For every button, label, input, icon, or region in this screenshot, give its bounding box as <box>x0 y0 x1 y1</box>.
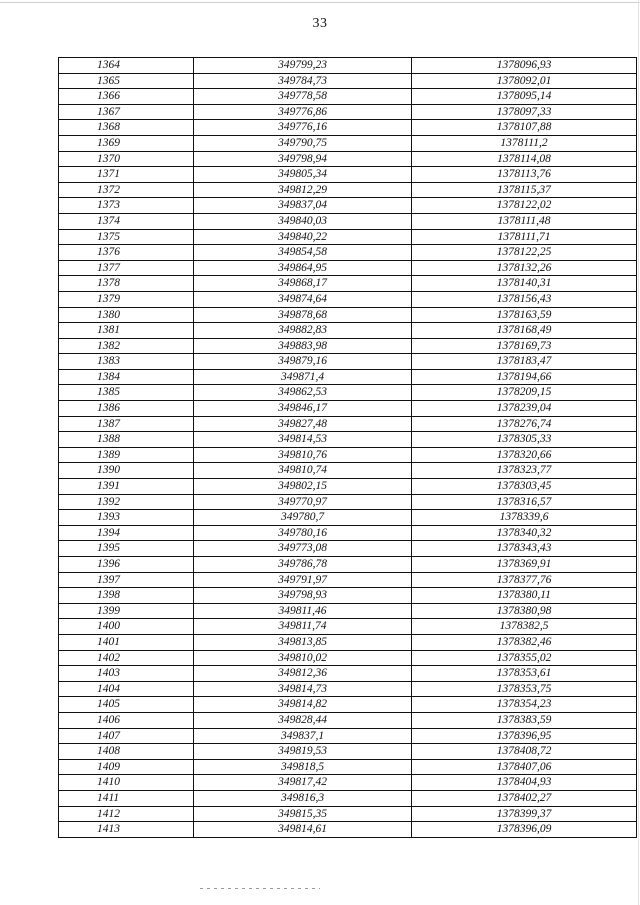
table-row <box>59 557 637 573</box>
table-row <box>59 681 637 697</box>
x-coordinate-cell: 349815,35 <box>194 806 412 822</box>
table-row <box>59 806 637 822</box>
point-number-cell: 1393 <box>59 510 194 526</box>
table-row <box>59 463 637 479</box>
y-coordinate-cell: 1378380,11 <box>412 588 637 604</box>
x-coordinate-cell: 349879,16 <box>194 354 412 370</box>
point-number-cell: 1387 <box>59 416 194 432</box>
table-row <box>59 89 637 105</box>
table-row <box>59 73 637 89</box>
y-coordinate-cell: 1378382,46 <box>412 634 637 650</box>
table-row <box>59 58 637 74</box>
table-row <box>59 229 637 245</box>
y-coordinate-cell: 1378096,93 <box>412 58 637 74</box>
point-number-cell: 1396 <box>59 557 194 573</box>
x-coordinate-cell: 349798,94 <box>194 151 412 167</box>
table-row <box>59 120 637 136</box>
x-coordinate-cell: 349786,78 <box>194 557 412 573</box>
y-coordinate-cell: 1378320,66 <box>412 447 637 463</box>
x-coordinate-cell: 349813,85 <box>194 634 412 650</box>
table-row <box>59 494 637 510</box>
x-coordinate-cell: 349812,36 <box>194 666 412 682</box>
table-row <box>59 369 637 385</box>
point-number-cell: 1389 <box>59 447 194 463</box>
point-number-cell: 1374 <box>59 213 194 229</box>
x-coordinate-cell: 349854,58 <box>194 245 412 261</box>
y-coordinate-cell: 1378132,26 <box>412 260 637 276</box>
table-row <box>59 213 637 229</box>
point-number-cell: 1392 <box>59 494 194 510</box>
point-number-cell: 1394 <box>59 525 194 541</box>
x-coordinate-cell: 349874,64 <box>194 291 412 307</box>
table-row <box>59 790 637 806</box>
y-coordinate-cell: 1378402,27 <box>412 790 637 806</box>
point-number-cell: 1410 <box>59 775 194 791</box>
table-row <box>59 245 637 261</box>
x-coordinate-cell: 349814,73 <box>194 681 412 697</box>
point-number-cell: 1384 <box>59 369 194 385</box>
x-coordinate-cell: 349878,68 <box>194 307 412 323</box>
x-coordinate-cell: 349811,74 <box>194 619 412 635</box>
table-row <box>59 759 637 775</box>
table-row <box>59 744 637 760</box>
y-coordinate-cell: 1378305,33 <box>412 432 637 448</box>
y-coordinate-cell: 1378354,23 <box>412 697 637 713</box>
table-row <box>59 775 637 791</box>
x-coordinate-cell: 349837,1 <box>194 728 412 744</box>
table-row <box>59 541 637 557</box>
y-coordinate-cell: 1378355,02 <box>412 650 637 666</box>
table-row <box>59 260 637 276</box>
y-coordinate-cell: 1378343,43 <box>412 541 637 557</box>
table-row <box>59 401 637 417</box>
x-coordinate-cell: 349817,42 <box>194 775 412 791</box>
point-number-cell: 1380 <box>59 307 194 323</box>
x-coordinate-cell: 349784,73 <box>194 73 412 89</box>
table-row <box>59 385 637 401</box>
table-row <box>59 650 637 666</box>
table-row <box>59 634 637 650</box>
point-number-cell: 1373 <box>59 198 194 214</box>
x-coordinate-cell: 349810,76 <box>194 447 412 463</box>
y-coordinate-cell: 1378114,08 <box>412 151 637 167</box>
table-row <box>59 447 637 463</box>
y-coordinate-cell: 1378396,09 <box>412 822 637 838</box>
x-coordinate-cell: 349812,29 <box>194 182 412 198</box>
y-coordinate-cell: 1378340,32 <box>412 525 637 541</box>
x-coordinate-cell: 349819,53 <box>194 744 412 760</box>
table-row <box>59 525 637 541</box>
table-row <box>59 588 637 604</box>
y-coordinate-cell: 1378169,73 <box>412 338 637 354</box>
x-coordinate-cell: 349773,08 <box>194 541 412 557</box>
y-coordinate-cell: 1378163,59 <box>412 307 637 323</box>
y-coordinate-cell: 1378122,02 <box>412 198 637 214</box>
y-coordinate-cell: 1378239,04 <box>412 401 637 417</box>
point-number-cell: 1391 <box>59 479 194 495</box>
table-row <box>59 432 637 448</box>
table-row <box>59 307 637 323</box>
page-right-edge <box>638 0 639 905</box>
y-coordinate-cell: 1378353,61 <box>412 666 637 682</box>
point-number-cell: 1366 <box>59 89 194 105</box>
x-coordinate-cell: 349883,98 <box>194 338 412 354</box>
table-row <box>59 182 637 198</box>
table-row <box>59 276 637 292</box>
x-coordinate-cell: 349791,97 <box>194 572 412 588</box>
x-coordinate-cell: 349805,34 <box>194 167 412 183</box>
y-coordinate-cell: 1378183,47 <box>412 354 637 370</box>
table-row <box>59 572 637 588</box>
point-number-cell: 1364 <box>59 58 194 74</box>
table-row <box>59 666 637 682</box>
x-coordinate-cell: 349827,48 <box>194 416 412 432</box>
y-coordinate-cell: 1378404,93 <box>412 775 637 791</box>
x-coordinate-cell: 349862,53 <box>194 385 412 401</box>
y-coordinate-cell: 1378122,25 <box>412 245 637 261</box>
y-coordinate-cell: 1378377,76 <box>412 572 637 588</box>
point-number-cell: 1403 <box>59 666 194 682</box>
x-coordinate-cell: 349802,15 <box>194 479 412 495</box>
x-coordinate-cell: 349882,83 <box>194 323 412 339</box>
point-number-cell: 1381 <box>59 323 194 339</box>
y-coordinate-cell: 1378113,76 <box>412 167 637 183</box>
table-row <box>59 167 637 183</box>
point-number-cell: 1388 <box>59 432 194 448</box>
point-number-cell: 1399 <box>59 603 194 619</box>
y-coordinate-cell: 1378369,91 <box>412 557 637 573</box>
x-coordinate-cell: 349811,46 <box>194 603 412 619</box>
y-coordinate-cell: 1378111,2 <box>412 135 637 151</box>
point-number-cell: 1409 <box>59 759 194 775</box>
y-coordinate-cell: 1378097,33 <box>412 104 637 120</box>
x-coordinate-cell: 349846,17 <box>194 401 412 417</box>
point-number-cell: 1413 <box>59 822 194 838</box>
table-row <box>59 416 637 432</box>
point-number-cell: 1368 <box>59 120 194 136</box>
point-number-cell: 1371 <box>59 167 194 183</box>
point-number-cell: 1405 <box>59 697 194 713</box>
x-coordinate-cell: 349868,17 <box>194 276 412 292</box>
point-number-cell: 1367 <box>59 104 194 120</box>
y-coordinate-cell: 1378399,37 <box>412 806 637 822</box>
y-coordinate-cell: 1378140,31 <box>412 276 637 292</box>
point-number-cell: 1412 <box>59 806 194 822</box>
x-coordinate-cell: 349871,4 <box>194 369 412 385</box>
table-row <box>59 728 637 744</box>
x-coordinate-cell: 349780,7 <box>194 510 412 526</box>
table-row <box>59 822 637 838</box>
point-number-cell: 1408 <box>59 744 194 760</box>
table-row <box>59 291 637 307</box>
x-coordinate-cell: 349814,53 <box>194 432 412 448</box>
y-coordinate-cell: 1378407,06 <box>412 759 637 775</box>
x-coordinate-cell: 349810,74 <box>194 463 412 479</box>
x-coordinate-cell: 349840,03 <box>194 213 412 229</box>
y-coordinate-cell: 1378323,77 <box>412 463 637 479</box>
x-coordinate-cell: 349798,93 <box>194 588 412 604</box>
table-row <box>59 510 637 526</box>
point-number-cell: 1377 <box>59 260 194 276</box>
point-number-cell: 1411 <box>59 790 194 806</box>
table-row <box>59 104 637 120</box>
x-coordinate-cell: 349828,44 <box>194 712 412 728</box>
point-number-cell: 1376 <box>59 245 194 261</box>
point-number-cell: 1398 <box>59 588 194 604</box>
page-number: 33 <box>312 16 328 31</box>
y-coordinate-cell: 1378339,6 <box>412 510 637 526</box>
x-coordinate-cell: 349818,5 <box>194 759 412 775</box>
y-coordinate-cell: 1378194,66 <box>412 369 637 385</box>
y-coordinate-cell: 1378303,45 <box>412 479 637 495</box>
x-coordinate-cell: 349790,75 <box>194 135 412 151</box>
point-number-cell: 1372 <box>59 182 194 198</box>
point-number-cell: 1369 <box>59 135 194 151</box>
point-number-cell: 1382 <box>59 338 194 354</box>
point-number-cell: 1400 <box>59 619 194 635</box>
x-coordinate-cell: 349770,97 <box>194 494 412 510</box>
table-row <box>59 712 637 728</box>
table-row <box>59 619 637 635</box>
x-coordinate-cell: 349814,61 <box>194 822 412 838</box>
x-coordinate-cell: 349840,22 <box>194 229 412 245</box>
point-number-cell: 1390 <box>59 463 194 479</box>
y-coordinate-cell: 1378353,75 <box>412 681 637 697</box>
y-coordinate-cell: 1378115,37 <box>412 182 637 198</box>
y-coordinate-cell: 1378408,72 <box>412 744 637 760</box>
point-number-cell: 1402 <box>59 650 194 666</box>
table-row <box>59 338 637 354</box>
point-number-cell: 1378 <box>59 276 194 292</box>
y-coordinate-cell: 1378095,14 <box>412 89 637 105</box>
point-number-cell: 1370 <box>59 151 194 167</box>
x-coordinate-cell: 349810,02 <box>194 650 412 666</box>
coordinates-table <box>58 57 637 838</box>
y-coordinate-cell: 1378382,5 <box>412 619 637 635</box>
table-row <box>59 151 637 167</box>
scan-artifact <box>200 888 320 889</box>
point-number-cell: 1407 <box>59 728 194 744</box>
table-row <box>59 479 637 495</box>
x-coordinate-cell: 349864,95 <box>194 260 412 276</box>
y-coordinate-cell: 1378396,95 <box>412 728 637 744</box>
y-coordinate-cell: 1378380,98 <box>412 603 637 619</box>
table-row <box>59 135 637 151</box>
point-number-cell: 1397 <box>59 572 194 588</box>
point-number-cell: 1365 <box>59 73 194 89</box>
table-row <box>59 603 637 619</box>
point-number-cell: 1383 <box>59 354 194 370</box>
x-coordinate-cell: 349816,3 <box>194 790 412 806</box>
x-coordinate-cell: 349780,16 <box>194 525 412 541</box>
x-coordinate-cell: 349837,04 <box>194 198 412 214</box>
y-coordinate-cell: 1378209,15 <box>412 385 637 401</box>
y-coordinate-cell: 1378316,57 <box>412 494 637 510</box>
coordinates-table-body <box>59 58 637 838</box>
point-number-cell: 1379 <box>59 291 194 307</box>
x-coordinate-cell: 349778,58 <box>194 89 412 105</box>
y-coordinate-cell: 1378111,71 <box>412 229 637 245</box>
point-number-cell: 1401 <box>59 634 194 650</box>
point-number-cell: 1406 <box>59 712 194 728</box>
point-number-cell: 1385 <box>59 385 194 401</box>
y-coordinate-cell: 1378092,01 <box>412 73 637 89</box>
table-row <box>59 323 637 339</box>
y-coordinate-cell: 1378111,48 <box>412 213 637 229</box>
y-coordinate-cell: 1378276,74 <box>412 416 637 432</box>
point-number-cell: 1404 <box>59 681 194 697</box>
table-row <box>59 198 637 214</box>
x-coordinate-cell: 349776,86 <box>194 104 412 120</box>
y-coordinate-cell: 1378107,88 <box>412 120 637 136</box>
y-coordinate-cell: 1378156,43 <box>412 291 637 307</box>
table-row <box>59 697 637 713</box>
y-coordinate-cell: 1378168,49 <box>412 323 637 339</box>
page-top-edge <box>0 2 640 3</box>
x-coordinate-cell: 349776,16 <box>194 120 412 136</box>
point-number-cell: 1395 <box>59 541 194 557</box>
table-row <box>59 354 637 370</box>
point-number-cell: 1386 <box>59 401 194 417</box>
y-coordinate-cell: 1378383,59 <box>412 712 637 728</box>
point-number-cell: 1375 <box>59 229 194 245</box>
x-coordinate-cell: 349799,23 <box>194 58 412 74</box>
x-coordinate-cell: 349814,82 <box>194 697 412 713</box>
